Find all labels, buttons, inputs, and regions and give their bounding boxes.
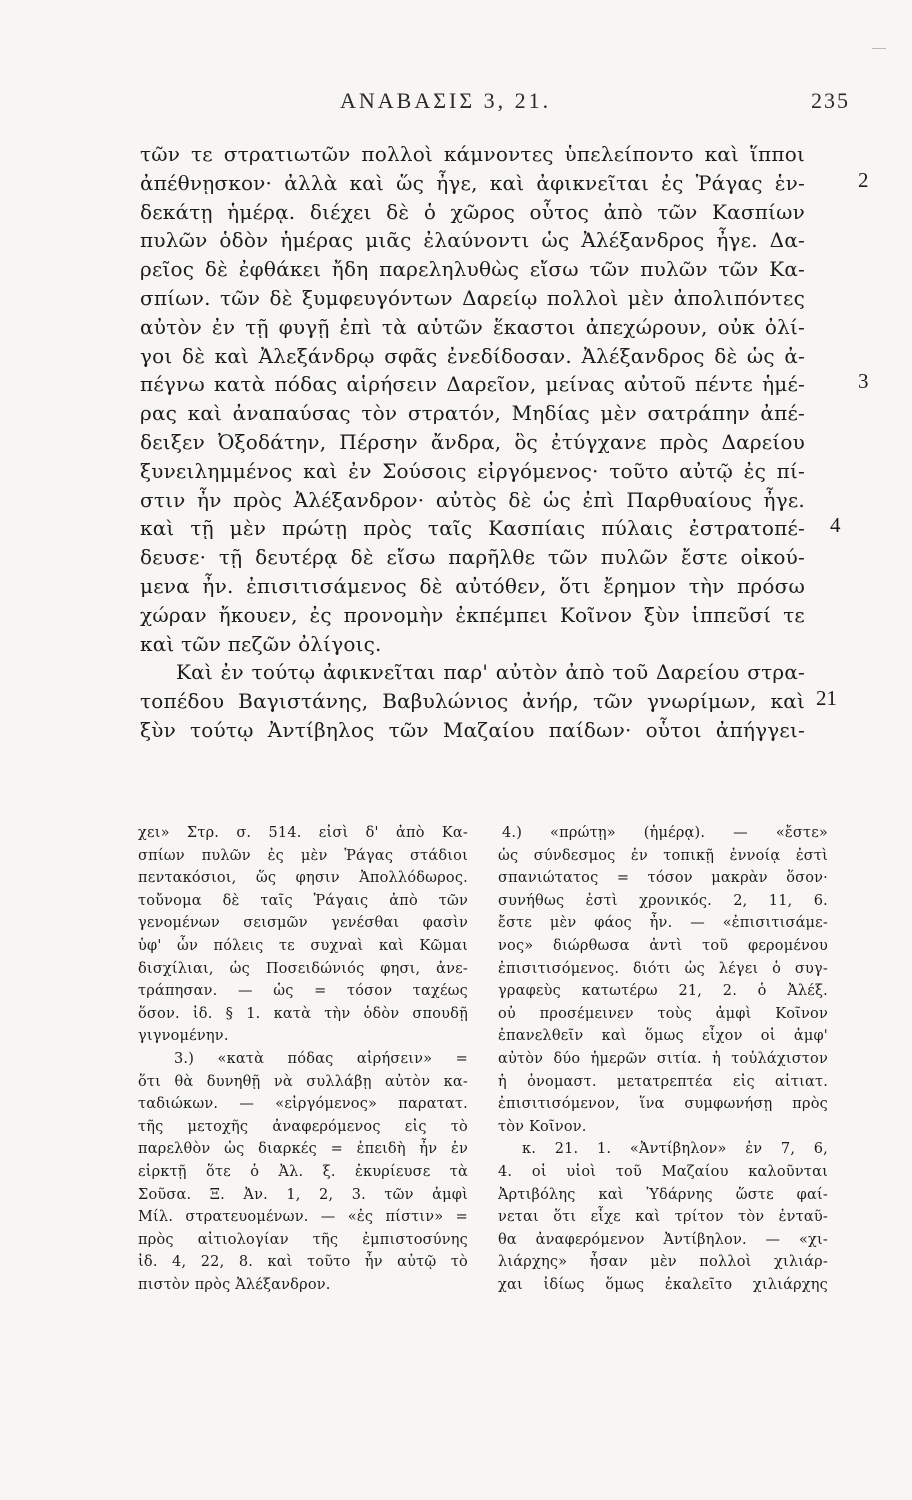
note-line: Μίλ. στρατευομένων. — «ἐς πίστιν» = xyxy=(138,1209,468,1226)
note-line: τὸν Κοῖνον. xyxy=(498,1118,587,1135)
text-line: σπίων. τῶν δὲ ξυμφευγόντων Δαρείῳ πολλοὶ μὲν ἀπολιπόντες xyxy=(140,285,805,310)
note-line: ἡ ὀνομαστ. μετατρεπτέα εἰς αἰτιατ. xyxy=(498,1073,828,1090)
note-line: νεται ὅτι εἶχε καὶ τρίτον τὸν ἐνταῦ- xyxy=(498,1209,828,1226)
text-line: δεκάτῃ ἡμέρᾳ. διέχει δὲ ὁ χῶρος οὗτος ἀπὸ τῶν Κασπίων xyxy=(140,199,805,224)
note-line: αὐτὸν δύο ἡμερῶν σιτία. ἡ τοὐλάχιστον xyxy=(498,1050,828,1067)
note-line: γραφεὺς κατωτέρω 21, 2. ὁ Ἀλέξ. xyxy=(498,983,828,1000)
note-line: ἐπανελθεῖν καὶ ὅμως εἶχον οἱ ἀμφ' xyxy=(498,1028,828,1045)
text-line: χώραν ἤκουεν, ἐς προνομὴν ἐκπέμπει Κοῖνον ξὺν ἱππεῦσί τε xyxy=(140,602,805,627)
note-line: Σοῦσα. Ξ. Ἀν. 1, 2, 3. τῶν ἀμφὶ xyxy=(138,1186,468,1203)
text-line: Καὶ ἐν τούτῳ ἀφικνεῖται παρ' αὐτὸν ἀπὸ τοῦ Δαρείου στρα- xyxy=(176,660,805,685)
text-line: ξυνειλημμένος καὶ ἐν Σούσοις εἰργόμενος· τοῦτο αὐτῷ ἐς πί- xyxy=(140,458,805,483)
chapter-number: 21 xyxy=(816,686,837,710)
note-line: ὅτι θὰ δυνηθῇ νὰ συλλάβῃ αὐτὸν κα- xyxy=(138,1073,468,1090)
text-line: πυλῶν ὁδὸν ἡμέρας μιᾶς ἐλαύνοντι ὡς Ἀλέξανδρος ἦγε. Δα- xyxy=(140,228,805,253)
section-number: 2 xyxy=(858,168,869,192)
note-line: Ἀρτιβόλης καὶ Ὑδάρνης ὥστε φαί- xyxy=(498,1186,828,1203)
note-line: γιγνομένην. xyxy=(138,1028,229,1045)
running-title: ΑΝΑΒΑΣΙΣ 3, 21. xyxy=(340,88,552,113)
note-line: τράπησαν. — ὡς = τόσον ταχέως xyxy=(138,983,468,1000)
note-line: τῆς μετοχῆς ἀναφερόμενος εἰς τὸ xyxy=(138,1118,468,1135)
note-line: ἐπισιτισόμενον, ἵνα συμφωνήσῃ πρὸς xyxy=(498,1096,828,1113)
text-line: καὶ τῶν πεζῶν ὀλίγοις. xyxy=(140,631,382,656)
note-line: συνήθως ἐστὶ χρονικός. 2, 11, 6. xyxy=(498,892,828,909)
text-line: καὶ τῇ μὲν πρώτῃ πρὸς ταῖς Κασπίαις πύλαις ἐστρατοπέ- xyxy=(140,516,805,541)
note-line: θα ἀναφερόμενον Ἀντίβηλον. — «χι- xyxy=(498,1231,828,1248)
note-line: τοὔνομα δὲ ταῖς Ῥάγαις ἀπὸ τῶν xyxy=(138,892,468,909)
page-header xyxy=(140,88,850,128)
text-line: στιν ἦν πρὸς Ἀλέξανδρον· αὐτὸς δὲ ὡς ἐπὶ Παρθυαίους ἦγε. xyxy=(140,487,805,512)
note-line: οὐ προσέμεινεν τοὺς ἀμφὶ Κοῖνον xyxy=(498,1005,828,1022)
notes-right-column xyxy=(498,822,828,1296)
note-line: δισχίλιαι, ὡς Ποσειδώνιός φησι, ἀνε- xyxy=(138,960,468,977)
text-line: δευσε· τῇ δευτέρᾳ δὲ εἴσω παρῆλθε τῶν πυλῶν ἔστε οἰκού- xyxy=(140,545,805,570)
page-mark xyxy=(872,48,886,49)
note-line: λιάρχης» ἦσαν μὲν πολλοὶ χιλιάρ- xyxy=(498,1254,828,1271)
note-line: σπίων πυλῶν ἐς μὲν Ῥάγας στάδιοι xyxy=(138,847,468,864)
note-line: ὅσον. ἰδ. § 1. κατὰ τὴν ὁδὸν σπουδῇ xyxy=(138,1005,468,1022)
note-line: ταδιώκων. — «εἰργόμενος» παρατατ. xyxy=(138,1096,468,1113)
text-line: μενα ἦν. ἐπισιτισάμενος δὲ αὐτόθεν, ὅτι ἔρημον τὴν πρόσω xyxy=(140,573,805,598)
note-line: 3.) «κατὰ πόδας αἱρήσειν» = xyxy=(174,1050,468,1067)
text-line: πέγνω κατὰ πόδας αἱρήσειν Δαρεῖον, μείνας αὐτοῦ πέντε ἡμέ- xyxy=(140,372,805,397)
section-number: 3 xyxy=(858,369,869,393)
note-line: χαι ἰδίως ὅμως ἐκαλεῖτο χιλιάρχης xyxy=(498,1276,828,1293)
text-line: ρας καὶ ἀναπαύσας τὸν στρατόν, Μηδίας μὲν σατράπην ἀπέ- xyxy=(140,401,805,426)
text-line: γοι δὲ καὶ Ἀλεξάνδρῳ σφᾶς ἐνεδίδοσαν. Ἀλέξανδρος δὲ ὡς ἀ- xyxy=(140,343,805,368)
text-line: τοπέδου Βαγιστάνης, Βαβυλώνιος ἀνήρ, τῶν γνωρίμων, καὶ xyxy=(140,689,805,714)
text-line: τῶν τε στρατιωτῶν πολλοὶ κάμνοντες ὑπελείποντο καὶ ἵπποι xyxy=(140,142,805,166)
note-line: πρὸς αἰτιολογίαν τῆς ἐμπιστοσύνης xyxy=(138,1231,468,1248)
text-line: ρεῖος δὲ ἐφθάκει ἤδη παρεληλυθὼς εἴσω τῶν πυλῶν τῶν Κα- xyxy=(140,257,805,282)
notes-left-column xyxy=(138,822,468,1296)
note-line: 4. οἱ υἱοὶ τοῦ Μαζαίου καλοῦνται xyxy=(498,1163,828,1180)
text-line: ἀπέθνῃσκον· ἀλλὰ καὶ ὥς ἦγε, καὶ ἀφικνεῖται ἐς Ῥάγας ἑν- xyxy=(140,170,805,195)
note-line: εἱρκτῇ ὅτε ὁ Ἀλ. ξ. ἐκυρίευσε τὰ xyxy=(138,1163,468,1180)
note-line: σπανιώτατος = τόσον μακρὰν ὅσον· xyxy=(498,870,828,887)
text-line: ξὺν τούτῳ Ἀντίβηλος τῶν Μαζαίου παίδων· οὗτοι ἀπήγγει- xyxy=(140,717,805,742)
section-number: 4 xyxy=(830,513,841,537)
note-line: ὑφ' ὧν πόλεις τε συχναὶ καὶ Κῶμαι xyxy=(138,937,468,954)
note-line: ἰδ. 4, 22, 8. καὶ τοῦτο ἦν αὐτῷ τὸ xyxy=(138,1254,468,1271)
note-line: κ. 21. 1. «Ἀντίβηλον» ἐν 7, 6, xyxy=(522,1141,828,1158)
note-line: ἐπισιτισόμενος. διότι ὡς λέγει ὁ συγ- xyxy=(498,960,828,977)
main-text xyxy=(140,140,805,745)
note-line: 4.) «πρώτῃ» (ἡμέρᾳ). — «ἔστε» xyxy=(502,825,828,841)
note-line: ἔστε μὲν φάος ἦν. — «ἐπισιτισάμε- xyxy=(498,915,828,932)
note-line: παρελθὸν ὡς διαρκές = ἐπειδὴ ἦν ἐν xyxy=(138,1141,468,1158)
note-line: ὡς σύνδεσμος ἐν τοπικῇ ἐννοίᾳ ἐστὶ xyxy=(498,847,828,864)
text-line: αὐτὸν ἐν τῇ φυγῇ ἐπὶ τὰ αὑτῶν ἕκαστοι ἀπεχώρουν, οὐκ ὀλί- xyxy=(140,314,805,339)
text-line: δειξεν Ὀξοδάτην, Πέρσην ἄνδρα, ὃς ἐτύγχανε πρὸς Δαρείου xyxy=(140,429,805,454)
note-line: πεντακόσιοι, ὥς φησιν Ἀπολλόδωρος. xyxy=(138,870,468,887)
page-number: 235 xyxy=(811,88,850,113)
note-line: νος» διώρθωσα ἀντὶ τοῦ φερομένου xyxy=(498,937,828,954)
note-line: γενομένων σεισμῶν γενέσθαι φασὶν xyxy=(138,915,468,932)
note-line: πιστὸν πρὸς Ἀλέξανδρον. xyxy=(138,1276,331,1293)
note-line: χει» Στρ. σ. 514. εἰσὶ δ' ἀπὸ Κα- xyxy=(138,825,468,841)
